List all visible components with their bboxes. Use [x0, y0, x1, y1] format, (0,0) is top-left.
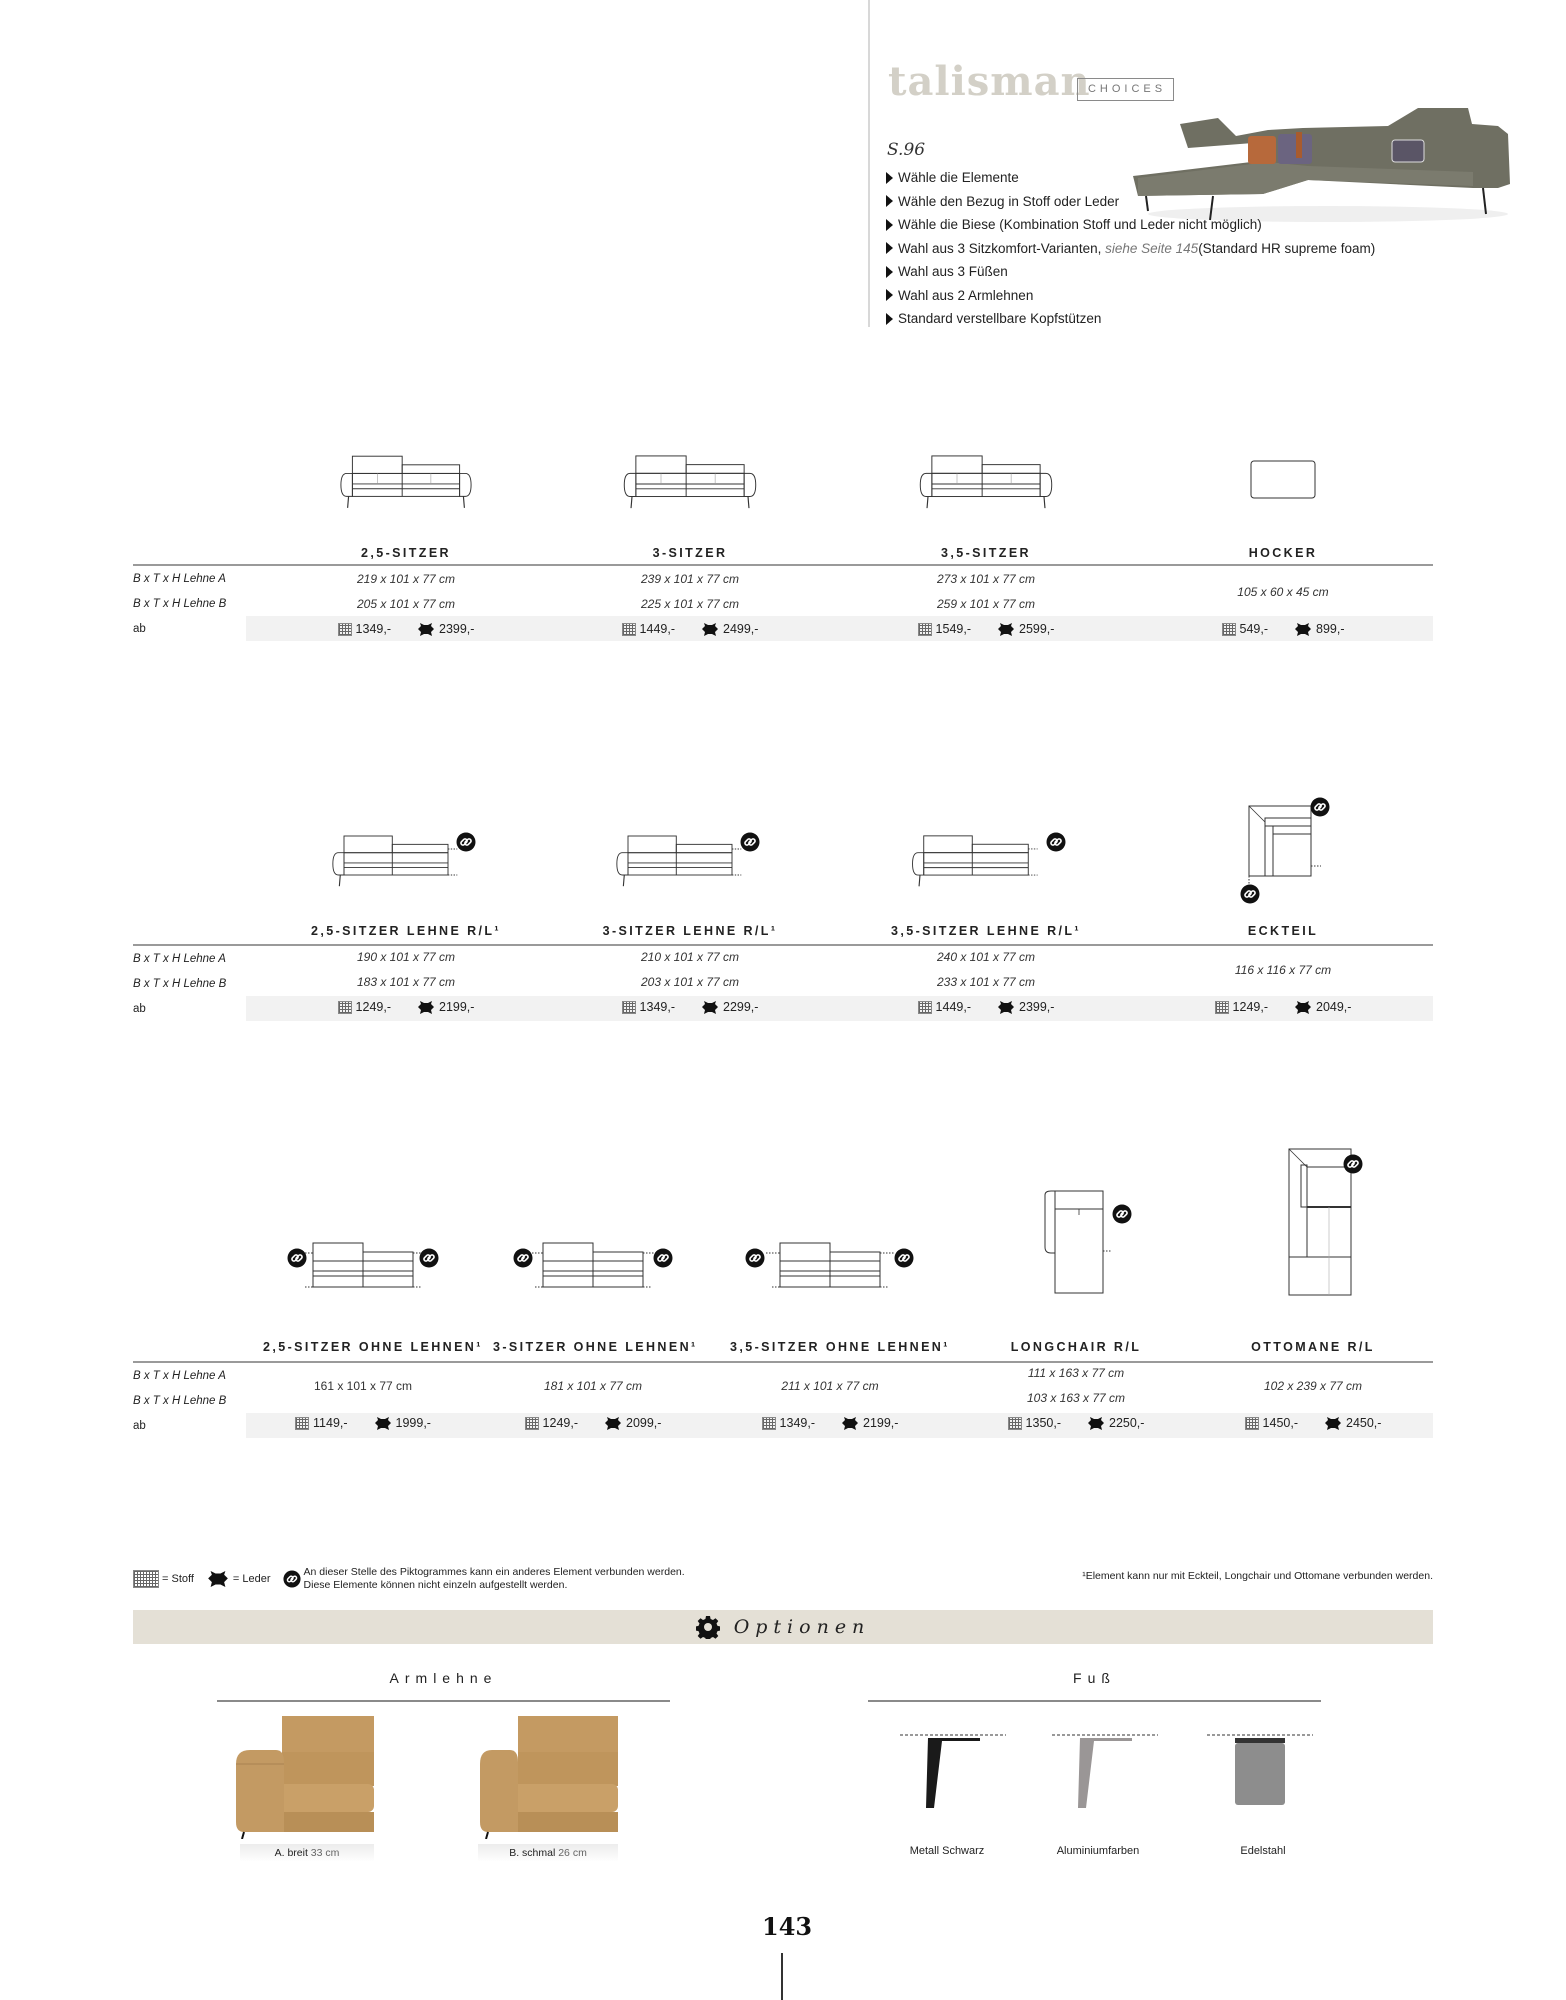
product-3-5-sitzer-ohne-lehnen[interactable]: 3,5-SITZER OHNE LEHNEN¹ 211 x 101 x 77 cm 1349,- 2199,- — [730, 1150, 930, 1436]
options-banner — [133, 1610, 1433, 1644]
fabric-icon — [338, 1001, 352, 1014]
header-divider — [868, 0, 870, 327]
page-reference: S.96 — [887, 140, 926, 160]
sofa-diagram-icon — [902, 454, 1070, 512]
page-number: 143 — [762, 1912, 813, 1941]
fuss-heading: Fuß — [1073, 1670, 1116, 1686]
sofa-diagram-icon — [293, 1237, 433, 1297]
feature-item: Wahl aus 3 Sitzkomfort-Varianten, siehe Seite 145 (Standard HR supreme foam) — [886, 237, 1375, 261]
leather-icon — [1294, 623, 1312, 636]
link-icon — [1343, 1154, 1363, 1174]
foot-metall-schwarz-label: Metall Schwarz — [909, 1845, 985, 1857]
price-row: 1349,- 2199,- — [730, 1411, 930, 1436]
sofa-diagram-icon — [618, 454, 762, 512]
price-row: 1149,- 1999,- — [263, 1411, 463, 1436]
leather-icon — [1087, 1417, 1105, 1430]
options-title: Optionen — [733, 1616, 871, 1638]
price-row: 549,- 899,- — [1183, 617, 1383, 642]
product-hocker[interactable]: HOCKER 105 x 60 x 45 cm 549,- 899,- — [1183, 440, 1383, 642]
feature-item: Standard verstellbare Kopfstützen — [886, 307, 1375, 331]
fabric-icon — [918, 1001, 932, 1014]
fabric-icon — [918, 623, 932, 636]
choices-badge: CHOICES — [1077, 78, 1174, 101]
longchair-diagram-icon — [1041, 1187, 1111, 1297]
page-link[interactable]: siehe Seite 145 — [1105, 240, 1199, 256]
leather-icon — [997, 623, 1015, 636]
row-labels: B x T x H Lehne A B x T x H Lehne B ab — [133, 1370, 227, 1432]
footnote: ¹Element kann nur mit Eckteil, Longchair und Ottomane verbunden werden. — [1082, 1570, 1433, 1582]
leather-icon — [997, 1001, 1015, 1014]
triangle-bullet-icon — [886, 289, 893, 301]
link-icon — [283, 1570, 301, 1588]
legend-leder: = Leder — [206, 1571, 271, 1587]
product-3-sitzer[interactable]: 3-SITZER 239 x 101 x 77 cm 225 x 101 x 77 cm 1449,- 2499,- — [590, 440, 790, 642]
gear-icon — [696, 1615, 720, 1639]
foot-metall-schwarz-photo[interactable] — [898, 1732, 1008, 1812]
armlehne-breit-photo[interactable] — [234, 1714, 374, 1839]
armlehne-schmal-caption: B. schmal 26 cm — [478, 1844, 618, 1862]
price-row: 1449,- 2499,- — [590, 617, 790, 642]
price-row: 1349,- 2299,- — [590, 995, 790, 1020]
leather-icon — [1294, 1001, 1312, 1014]
feature-item: Wähle die Biese (Kombination Stoff und Leder nicht möglich) — [886, 213, 1375, 237]
leather-icon — [206, 1571, 230, 1587]
link-icon — [419, 1248, 439, 1268]
leather-icon — [374, 1417, 392, 1430]
product-section-basic — [133, 440, 1433, 640]
link-icon — [653, 1248, 673, 1268]
link-icon — [513, 1248, 533, 1268]
product-section-ohne-lehne — [133, 1150, 1433, 1440]
price-row: 1449,- 2399,- — [886, 995, 1086, 1020]
brand-title: talisman — [888, 58, 1091, 105]
link-icon — [1112, 1204, 1132, 1224]
leather-icon — [604, 1417, 622, 1430]
fabric-icon — [622, 623, 636, 636]
fabric-icon — [1008, 1417, 1022, 1430]
armlehne-heading: Armlehne — [389, 1670, 498, 1686]
fabric-icon — [1222, 623, 1236, 636]
product-eckteil[interactable]: ECKTEIL 116 x 116 x 77 cm 1249,- 2049,- — [1183, 790, 1383, 1020]
sofa-diagram-icon — [615, 834, 745, 890]
row-labels: B x T x H Lehne A B x T x H Lehne B ab — [133, 573, 227, 635]
link-icon — [1240, 884, 1260, 904]
leather-icon — [417, 623, 435, 636]
product-section-lehne — [133, 790, 1433, 1020]
feature-list — [886, 166, 1375, 331]
armlehne-schmal-photo[interactable] — [478, 1714, 618, 1839]
feature-item: Wähle den Bezug in Stoff oder Leder — [886, 190, 1375, 214]
fabric-icon — [622, 1001, 636, 1014]
fabric-icon — [1215, 1001, 1229, 1014]
product-2-5-sitzer[interactable]: 2,5-SITZER 219 x 101 x 77 cm 205 x 101 x 77 cm 1349,- 2399,- — [306, 440, 506, 642]
sofa-diagram-icon — [518, 1237, 668, 1297]
triangle-bullet-icon — [886, 172, 893, 184]
foot-edelstahl-photo[interactable] — [1205, 1732, 1315, 1812]
triangle-bullet-icon — [886, 219, 893, 231]
price-row: 1249,- 2199,- — [306, 995, 506, 1020]
legend-stoff: = Stoff — [133, 1570, 194, 1588]
price-row: 1450,- 2450,- — [1213, 1411, 1413, 1436]
triangle-bullet-icon — [886, 242, 893, 254]
fabric-icon — [338, 623, 352, 636]
page-divider — [781, 1953, 783, 2000]
leather-icon — [1324, 1417, 1342, 1430]
sofa-diagram-icon — [901, 834, 1051, 890]
price-row: 1249,- 2099,- — [493, 1411, 693, 1436]
armlehne-breit-caption: A. breit 33 cm — [240, 1844, 374, 1862]
triangle-bullet-icon — [886, 195, 893, 207]
foot-aluminium-label: Aluminiumfarben — [1056, 1845, 1140, 1857]
feature-item: Wähle die Elemente — [886, 166, 1375, 190]
link-icon — [287, 1248, 307, 1268]
sofa-diagram-icon — [339, 454, 473, 512]
sofa-diagram-icon — [331, 834, 461, 890]
fabric-icon — [295, 1417, 309, 1430]
link-icon — [1310, 797, 1330, 817]
row-labels: B x T x H Lehne A B x T x H Lehne B ab — [133, 953, 227, 1015]
hocker-diagram-icon — [1250, 460, 1316, 500]
link-icon — [745, 1248, 765, 1268]
link-icon — [894, 1248, 914, 1268]
price-row: 1249,- 2049,- — [1183, 995, 1383, 1020]
product-3-sitzer-lehne[interactable]: 3-SITZER LEHNE R/L¹ 210 x 101 x 77 cm 203 x 101 x 77 cm 1349,- 2299,- — [590, 790, 790, 1020]
fuss-rule — [868, 1700, 1321, 1702]
triangle-bullet-icon — [886, 313, 893, 325]
leather-icon — [417, 1001, 435, 1014]
product-2-5-sitzer-lehne[interactable]: 2,5-SITZER LEHNE R/L¹ 190 x 101 x 77 cm 183 x 101 x 77 cm 1249,- 2199,- — [306, 790, 506, 1020]
fabric-icon — [525, 1417, 539, 1430]
price-row: 1549,- 2599,- — [886, 617, 1086, 642]
sofa-diagram-icon — [750, 1237, 910, 1297]
leather-icon — [701, 623, 719, 636]
foot-aluminium-photo[interactable] — [1050, 1732, 1160, 1812]
leather-icon — [701, 1001, 719, 1014]
product-longchair[interactable]: LONGCHAIR R/L 111 x 163 x 77 cm 103 x 163 x 77 cm 1350,- 2250,- — [976, 1150, 1176, 1436]
link-icon — [456, 832, 476, 852]
price-row: 1349,- 2399,- — [306, 617, 506, 642]
price-row: 1350,- 2250,- — [976, 1411, 1176, 1436]
fabric-icon — [762, 1417, 776, 1430]
product-3-5-sitzer[interactable]: 3,5-SITZER 273 x 101 x 77 cm 259 x 101 x 77 cm 1549,- 2599,- — [886, 440, 1086, 642]
legend — [133, 1566, 697, 1592]
product-3-sitzer-ohne-lehnen[interactable]: 3-SITZER OHNE LEHNEN¹ 181 x 101 x 77 cm 1249,- 2099,- — [493, 1150, 693, 1436]
feature-item: Wahl aus 2 Armlehnen — [886, 284, 1375, 308]
armlehne-rule — [217, 1700, 670, 1702]
legend-link: An dieser Stelle des Piktogrammes kann ein anderes Element verbunden werden. Diese Elemente können nicht einzeln aufgestellt werden. — [283, 1566, 685, 1592]
fabric-icon — [1245, 1417, 1259, 1430]
product-2-5-sitzer-ohne-lehnen[interactable]: 2,5-SITZER OHNE LEHNEN¹ 161 x 101 x 77 cm 1149,- 1999,- — [263, 1150, 463, 1436]
foot-edelstahl-label: Edelstahl — [1240, 1845, 1286, 1857]
fabric-icon — [133, 1570, 159, 1588]
ottomane-diagram-icon — [1273, 1147, 1353, 1297]
triangle-bullet-icon — [886, 266, 893, 278]
feature-item: Wahl aus 3 Füßen — [886, 260, 1375, 284]
product-ottomane[interactable]: OTTOMANE R/L 102 x 239 x 77 cm 1450,- 2450,- — [1213, 1150, 1413, 1436]
link-icon — [740, 832, 760, 852]
link-icon — [1046, 832, 1066, 852]
product-3-5-sitzer-lehne[interactable]: 3,5-SITZER LEHNE R/L¹ 240 x 101 x 77 cm 233 x 101 x 77 cm 1449,- 2399,- — [886, 790, 1086, 1020]
leather-icon — [841, 1417, 859, 1430]
